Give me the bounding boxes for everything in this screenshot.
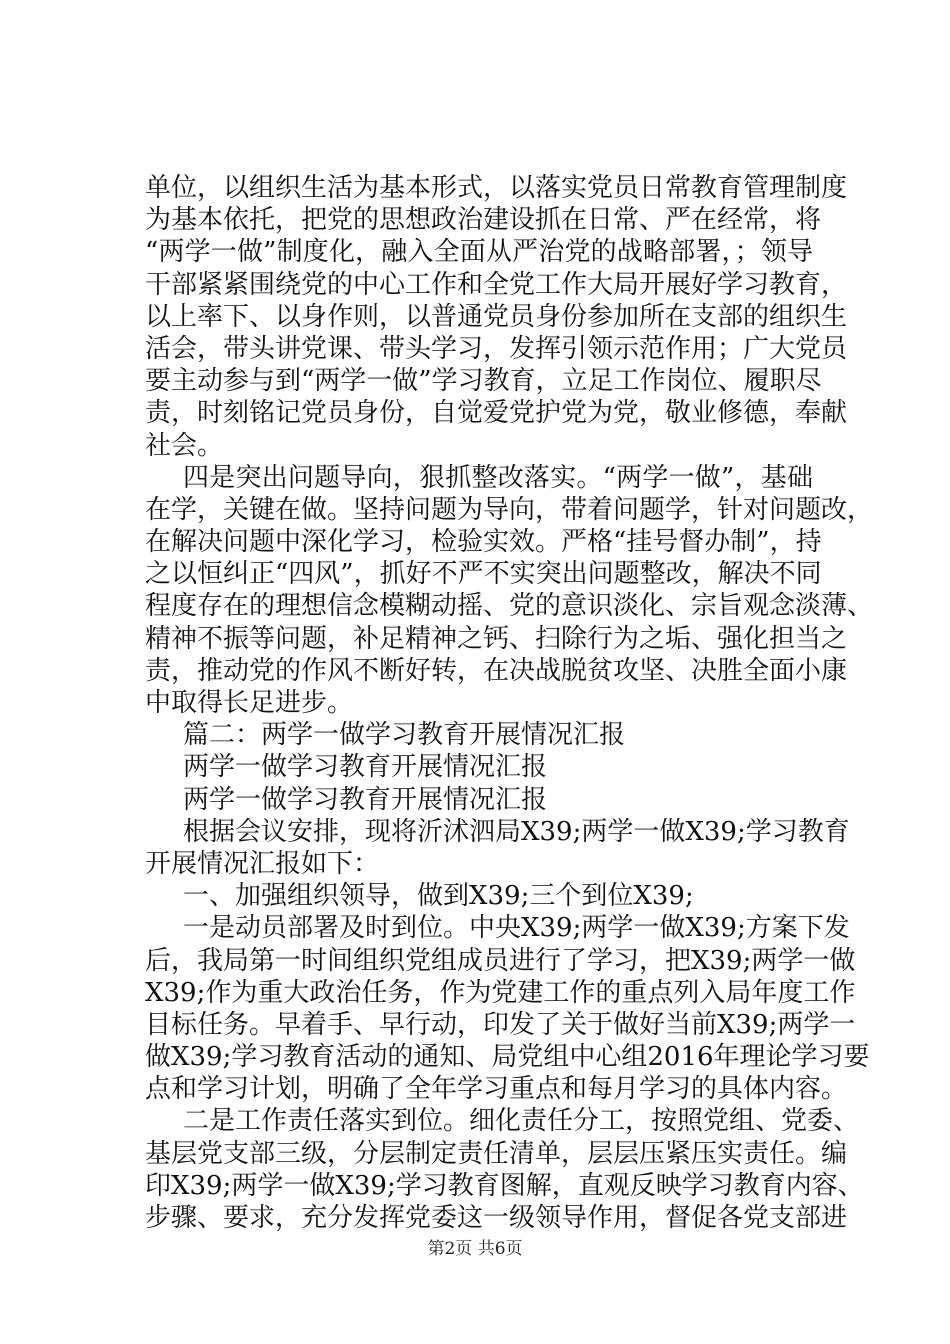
text-line: 印X39;两学一做X39;学习教育图解，直观反映学习教育内容、 <box>145 1170 864 1201</box>
text-line: 以上率下、以身作则，以普通党员身份参加所在支部的组织生 <box>145 301 848 332</box>
text-line: 一是动员部署及时到位。中央X39;两学一做X39;方案下发 <box>183 913 850 944</box>
text-line: 之以恒纠正“四风”，抓好不严不实突出问题整改，解决不同 <box>145 559 822 590</box>
text-line: “两学一做”制度化，融入全面从严治党的战略部署，；领导 <box>145 237 813 268</box>
text-line: 做X39;学习教育活动的通知、局党组中心组2016年理论学习要 <box>145 1042 870 1073</box>
text-line: 后，我局第一时间组织党组成员进行了学习，把X39;两学一做 <box>145 945 856 976</box>
text-line: 开展情况汇报如下： <box>145 848 380 879</box>
text-line: 责，时刻铭记党员身份，自觉爱党护党为党，敬业修德，奉献 <box>145 398 848 429</box>
text-line: 基层党支部三级，分层制定责任清单，层层压紧压实责任。编 <box>145 1138 848 1169</box>
text-line: 两学一做学习教育开展情况汇报 <box>183 752 548 783</box>
text-line: 社会。 <box>145 430 224 461</box>
text-line: 单位，以组织生活为基本形式，以落实党员日常教育管理制度 <box>145 173 848 203</box>
text-line: 四是突出问题导向，狠抓整改落实。“两学一做”，基础 <box>183 462 813 493</box>
page-footer: 第2页 共6页 <box>427 1239 523 1259</box>
text-line: 根据会议安排，现将沂沭泗局X39;两学一做X39;学习教育 <box>183 816 850 847</box>
text-line: 一、加强组织领导，做到X39;三个到位X39; <box>183 881 694 912</box>
text-line: 两学一做学习教育开展情况汇报 <box>183 784 548 815</box>
text-line: 为基本依托，把党的思想政治建设抓在日常、严在经常，将 <box>145 205 822 236</box>
text-line: 在学，关键在做。坚持问题为导向，带着问题学，针对问题改， <box>145 494 874 525</box>
text-line: 点和学习计划，明确了全年学习重点和每月学习的具体内容。 <box>145 1074 848 1105</box>
text-line: 干部紧紧围绕党的中心工作和全党工作大局开展好学习教育， <box>145 269 848 300</box>
text-line: X39;作为重大政治任务，作为党建工作的重点列入局年度工作 <box>145 977 856 1008</box>
text-line: 精神不振等问题，补足精神之钙、扫除行为之垢、强化担当之 <box>145 623 848 654</box>
text-line: 中取得长足进步。 <box>145 688 354 718</box>
text-line: 活会，带头讲党课、带头学习，发挥引领示范作用；广大党员 <box>145 333 848 364</box>
text-line: 要主动参与到“两学一做”学习教育，立足工作岗位、履职尽 <box>145 366 822 397</box>
text-line: 步骤、要求，充分发挥党委这一级领导作用，督促各党支部进 <box>145 1203 848 1233</box>
text-line: 二是工作责任落实到位。细化责任分工，按照党组、党委、 <box>183 1106 860 1137</box>
text-line: 在解决问题中深化学习，检验实效。严格“挂号督办制”，持 <box>145 527 822 558</box>
text-line: 程度存在的理想信念模糊动摇、党的意识淡化、宗旨观念淡薄、 <box>145 591 874 622</box>
text-line: 责，推动党的作风不断好转，在决战脱贫攻坚、决胜全面小康 <box>145 655 848 686</box>
text-line: 篇二：两学一做学习教育开展情况汇报 <box>183 720 626 751</box>
text-line: 目标任务。早着手、早行动，印发了关于做好当前X39;两学一 <box>145 1009 856 1040</box>
body-text <box>145 172 874 1234</box>
